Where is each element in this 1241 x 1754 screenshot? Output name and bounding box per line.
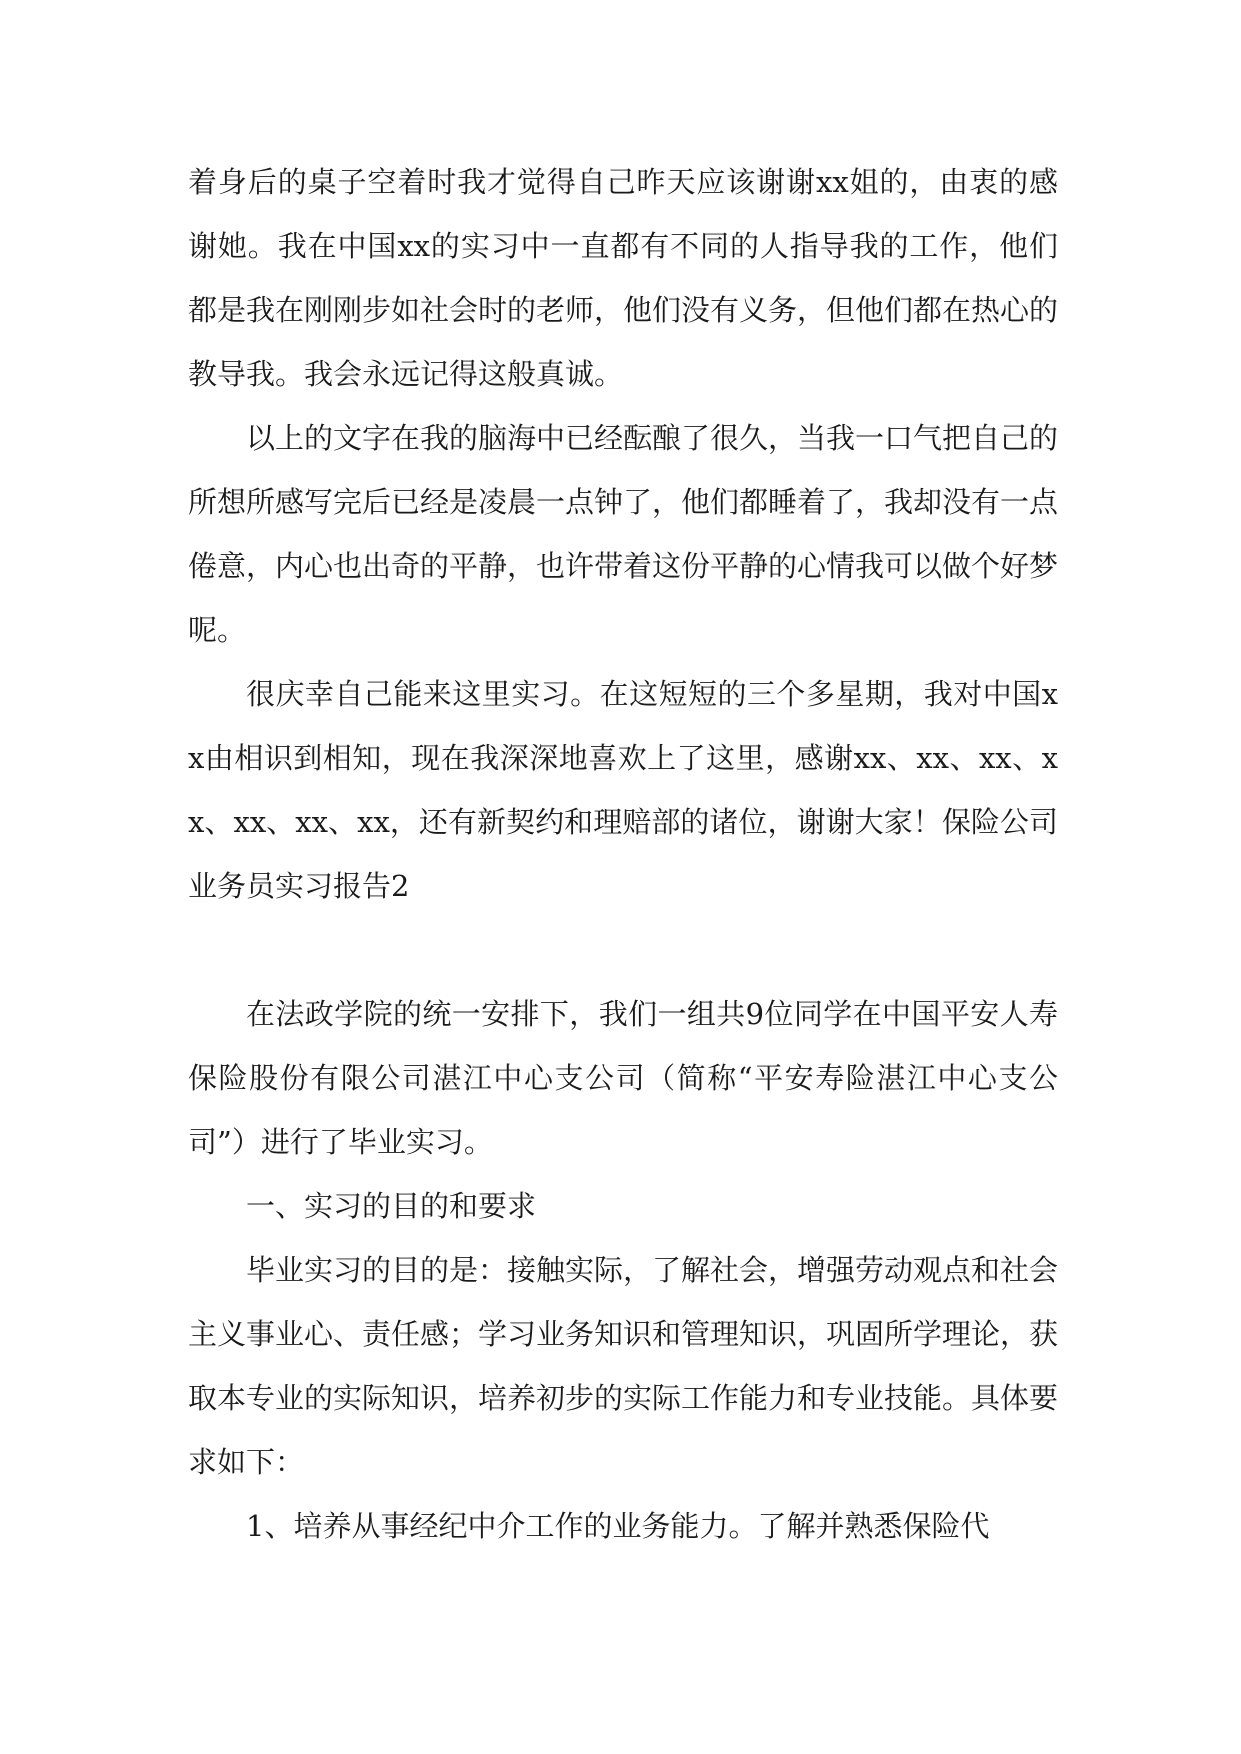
- paragraph-purpose-description: 毕业实习的目的是：接触实际，了解社会，增强劳动观点和社会主义事业心、责任感；学习业务知识和管理知识，巩固所学理论，获取本专业的实际知识，培养初步的实际工作能力和专业技能。具体要求如下：: [188, 1253, 1059, 1479]
- paragraph-thanks-colleague: 着身后的桌子空着时我才觉得自己昨天应该谢谢xx姐的，由衷的感谢她。我在中国xx的实习中一直都有不同的人指导我的工作，他们都是我在刚刚步如社会时的老师，他们没有义务，但他们都在热心的教导我。我会永远记得这般真诚。: [188, 165, 1059, 391]
- paragraph-late-night-reflection: 以上的文字在我的脑海中已经酝酿了很久，当我一口气把自己的所想所感写完后已经是凌晨一点钟了，他们都睡着了，我却没有一点倦意，内心也出奇的平静，也许带着这份平静的心情我可以做个好梦呢。: [188, 421, 1059, 647]
- list-item-requirement-1: 1、培养从事经纪中介工作的业务能力。了解并熟悉保险代: [246, 1509, 990, 1543]
- section-heading-purpose: 一、实习的目的和要求: [246, 1189, 537, 1223]
- section-spacer: [188, 918, 1058, 982]
- paragraph-internship-intro: 在法政学院的统一安排下，我们一组共9位同学在中国平安人寿保险股份有限公司湛江中心支公司（简称“平安寿险湛江中心支公司”）进行了毕业实习。: [188, 997, 1058, 1159]
- paragraph-gratitude-closing: 很庆幸自己能来这里实习。在这短短的三个多星期，我对中国xx由相识到相知，现在我深深地喜欢上了这里，感谢xx、xx、xx、xx、xx、xx、xx，还有新契约和理赔部的诸位，谢谢大家！保险公司业务员实习报告2: [188, 677, 1058, 903]
- document-body: [188, 150, 1058, 1558]
